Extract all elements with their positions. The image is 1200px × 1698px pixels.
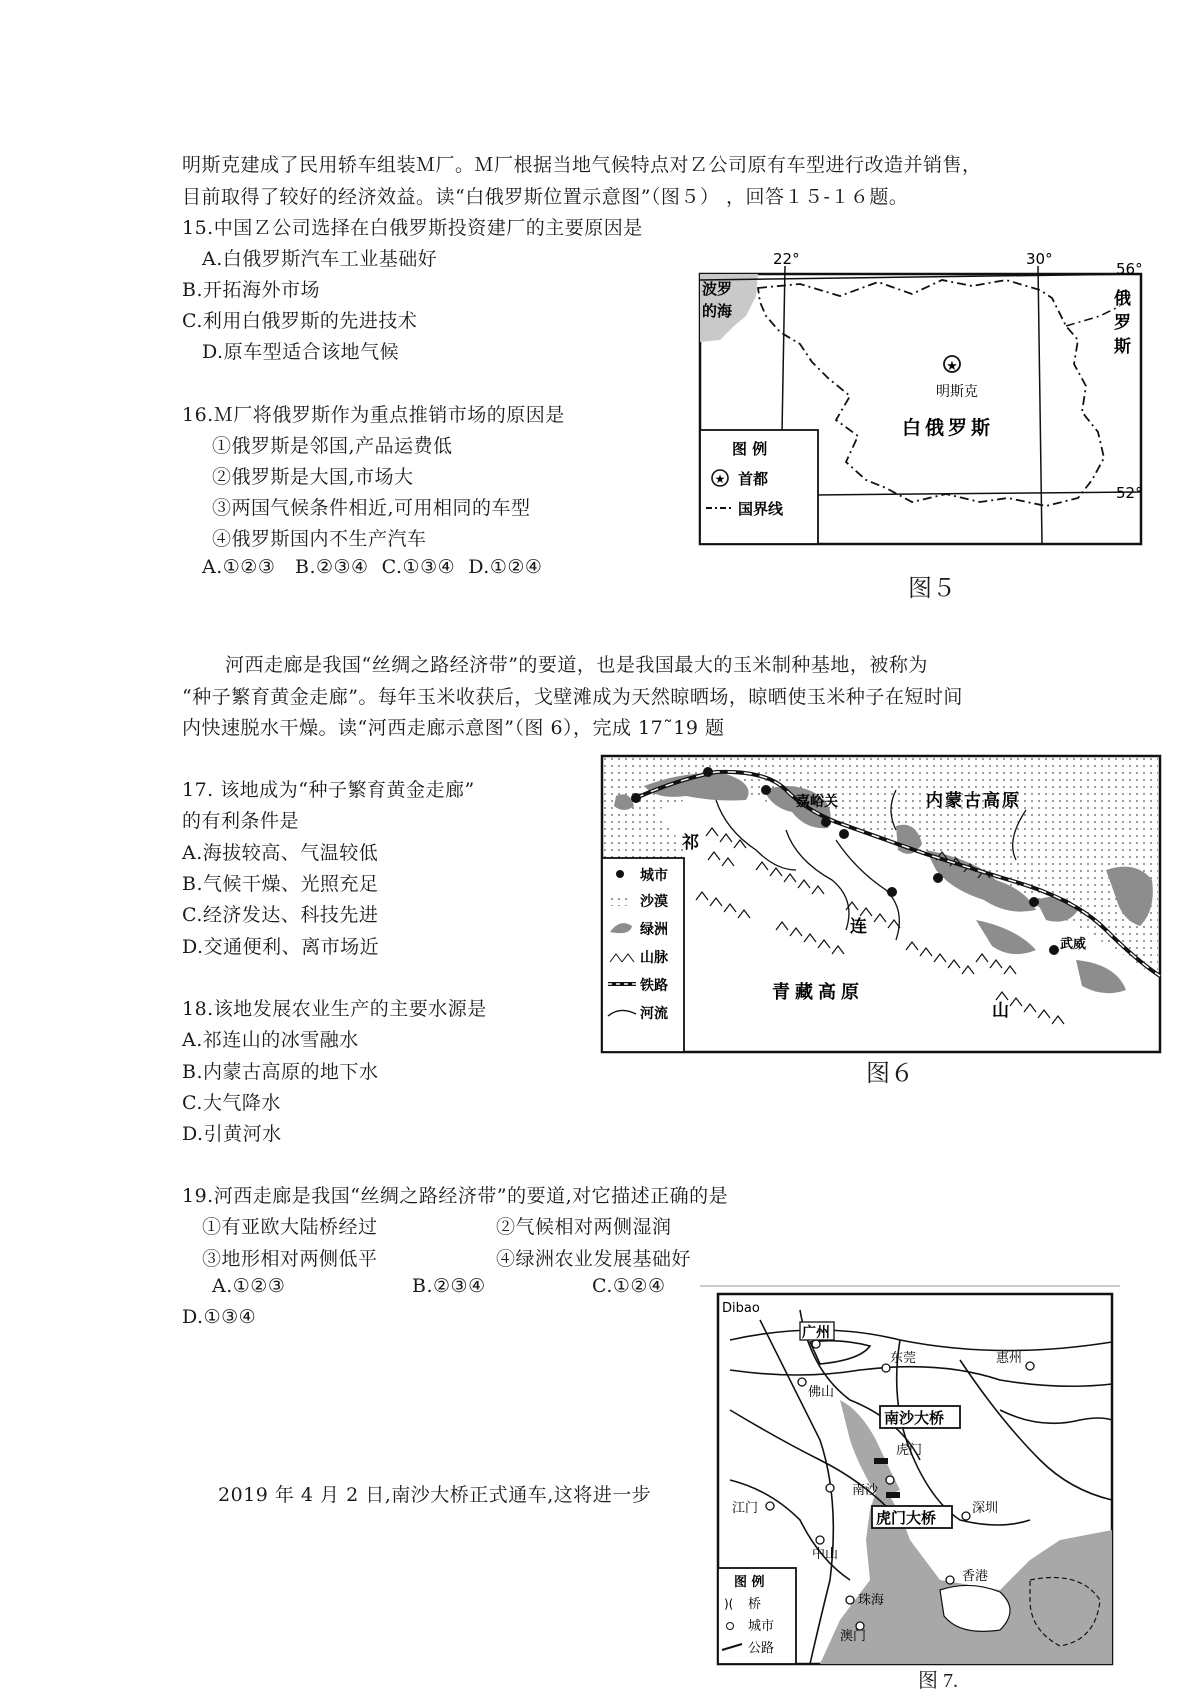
question-19-item-3: ③地形相对两侧低平 xyxy=(202,1248,378,1270)
question-15-option-c: C.利用白俄罗斯的先进技术 xyxy=(182,310,418,332)
figure-7-caption: 图 7. xyxy=(918,1670,958,1692)
svg-text:★: ★ xyxy=(946,359,958,374)
fig6-legend-city: 城市 xyxy=(640,868,668,884)
city-label-guangzhou: 广州 xyxy=(802,1325,830,1341)
city-label-nansha: 南沙 xyxy=(852,1483,879,1498)
question-16-item-4: ④俄罗斯国内不生产汽车 xyxy=(212,528,427,550)
question-16-stem: 16.Ｍ厂将俄罗斯作为重点推销市场的原因是 xyxy=(182,404,565,426)
city-label-jiangmen: 江门 xyxy=(732,1501,759,1516)
fig7-legend-road: 公路 xyxy=(748,1641,775,1656)
question-15-option-a: A.白俄罗斯汽车工业基础好 xyxy=(202,248,438,270)
question-19-item-4: ④绿洲农业发展基础好 xyxy=(496,1248,692,1270)
city-label-zhuhai: 珠海 xyxy=(858,1593,885,1608)
city-label-wuwei: 武威 xyxy=(1060,937,1087,952)
question-18-option-b: B.内蒙古高原的地下水 xyxy=(182,1061,379,1083)
question-17-stem-2: 的有利条件是 xyxy=(182,810,300,832)
intro-17-19-line-3: 内快速脱水干燥。读“河西走廊示意图”（图 6），完成 17˜19 题 xyxy=(182,717,725,739)
baltic-sea-label-1: 波罗 xyxy=(702,280,733,298)
question-16-options: A.①②③ B.②③④ C.①③④ D.①②④ xyxy=(202,556,543,578)
baltic-sea-label-2: 的海 xyxy=(702,302,733,320)
svg-text:)(: )( xyxy=(724,1597,734,1611)
figure-5-caption: 图５ xyxy=(908,576,956,602)
city-label-jiayuguan: 嘉峪关 xyxy=(796,794,838,810)
intro-15-16-line-1: 明斯克建成了民用轿车组装Ｍ厂。Ｍ厂根据当地气候特点对Ｚ公司原有车型进行改造并销售， xyxy=(182,154,982,176)
city-label-dongguan: 东莞 xyxy=(890,1351,917,1366)
fig6-legend-oasis: 绿洲 xyxy=(640,922,668,938)
intro-15-16-line-2: 目前取得了较好的经济效益。读“白俄罗斯位置示意图”（图５） ，回答１５-１６题。 xyxy=(182,186,909,208)
fig5-legend-title: 图 例 xyxy=(732,440,768,458)
question-16-item-3: ③两国气候条件相近,可用相同的车型 xyxy=(212,497,531,519)
question-15-option-b: B.开拓海外市场 xyxy=(182,279,321,301)
region-label-qinghai-tibet: 青藏高原 xyxy=(772,982,864,1003)
figure-5-belarus-map xyxy=(690,236,1160,556)
fig6-legend-mountain: 山脉 xyxy=(640,950,668,966)
bridge-label-humen: 虎门大桥 xyxy=(876,1509,937,1527)
russia-label-3: 斯 xyxy=(1114,337,1131,357)
question-19-item-2: ②气候相对两侧湿润 xyxy=(496,1216,672,1238)
longitude-22-label: 22° xyxy=(773,250,800,268)
city-label-humen: 虎门 xyxy=(896,1443,923,1458)
question-19-option-c: C.①②④ xyxy=(592,1275,666,1297)
question-16-item-1: ①俄罗斯是邻国,产品运费低 xyxy=(212,435,453,457)
fig7-watermark: Dibao xyxy=(722,1301,760,1316)
question-18-option-c: C.大气降水 xyxy=(182,1092,281,1114)
capital-label-minsk: 明斯克 xyxy=(936,384,978,400)
question-19-option-b: B.②③④ xyxy=(412,1275,486,1297)
bridge-label-nansha: 南沙大桥 xyxy=(884,1409,945,1427)
figure-6-hexi-corridor-map xyxy=(596,750,1166,1060)
intro-bridge-line: 2019 年 4 月 2 日,南沙大桥正式通车,这将进一步 xyxy=(218,1484,652,1506)
latitude-56-label: 56° xyxy=(1116,260,1143,278)
city-label-macau: 澳门 xyxy=(840,1629,867,1644)
figure-7-pearl-river-delta-map xyxy=(700,1280,1120,1672)
longitude-30-label: 30° xyxy=(1026,250,1053,268)
question-17-option-a: A.海拔较高、气温较低 xyxy=(182,842,379,864)
question-17-option-b: B.气候干燥、光照充足 xyxy=(182,873,379,895)
qilian-label-qi: 祁 xyxy=(682,833,699,853)
qilian-label-shan: 山 xyxy=(992,1001,1009,1021)
fig7-legend-title: 图 例 xyxy=(734,1575,765,1590)
qilian-label-lian: 连 xyxy=(850,917,867,937)
question-19-stem: 19.河西走廊是我国“丝绸之路经济带”的要道,对它描述正确的是 xyxy=(182,1185,729,1207)
question-18-option-a: A.祁连山的冰雪融水 xyxy=(182,1029,359,1051)
question-19-option-a: A.①②③ xyxy=(212,1275,286,1297)
figure-6-caption: 图６ xyxy=(866,1061,914,1087)
fig5-legend-capital: 首都 xyxy=(738,470,769,488)
fig5-legend-border: 国界线 xyxy=(738,500,784,518)
country-label-belarus: 白俄罗斯 xyxy=(902,417,995,439)
city-label-shenzhen: 深圳 xyxy=(972,1501,999,1516)
russia-label-1: 俄 xyxy=(1114,289,1131,309)
question-18-stem: 18.该地发展农业生产的主要水源是 xyxy=(182,998,487,1020)
question-18-option-d: D.引黄河水 xyxy=(182,1123,282,1145)
city-label-hongkong: 香港 xyxy=(962,1569,989,1584)
fig6-legend-railway: 铁路 xyxy=(640,978,668,994)
question-15-option-d: D.原车型适合该地气候 xyxy=(202,341,400,363)
city-label-foshan: 佛山 xyxy=(808,1385,835,1400)
intro-17-19-line-2: “种子繁育黄金走廊”。每年玉米收获后，戈壁滩成为天然晾晒场，晾晒使玉米种子在短时间 xyxy=(182,686,963,708)
question-15-stem: 15.中国Ｚ公司选择在白俄罗斯投资建厂的主要原因是 xyxy=(182,217,643,239)
question-19-option-d: D.①③④ xyxy=(182,1306,257,1328)
fig6-legend-desert: 沙漠 xyxy=(640,894,668,910)
city-label-huizhou: 惠州 xyxy=(996,1351,1023,1366)
fig7-legend-bridge: 桥 xyxy=(748,1597,762,1612)
fig6-legend-river: 河流 xyxy=(640,1006,668,1022)
question-17-option-d: D.交通便利、离市场近 xyxy=(182,936,380,958)
question-17-option-c: C.经济发达、科技先进 xyxy=(182,904,379,926)
svg-text:★: ★ xyxy=(714,472,726,486)
region-label-inner-mongolia: 内蒙古高原 xyxy=(926,791,1021,811)
city-label-zhongshan: 中山 xyxy=(812,1547,839,1562)
fig7-legend-city: 城市 xyxy=(748,1619,775,1634)
latitude-52-label: 52° xyxy=(1116,484,1143,502)
intro-17-19-line-1: 河西走廊是我国“丝绸之路经济带”的要道，也是我国最大的玉米制种基地，被称为 xyxy=(225,654,928,676)
question-16-item-2: ②俄罗斯是大国,市场大 xyxy=(212,466,414,488)
russia-label-2: 罗 xyxy=(1114,313,1131,333)
question-19-item-1: ①有亚欧大陆桥经过 xyxy=(202,1216,378,1238)
question-17-stem-1: 17. 该地成为“种子繁育黄金走廊” xyxy=(182,779,475,801)
